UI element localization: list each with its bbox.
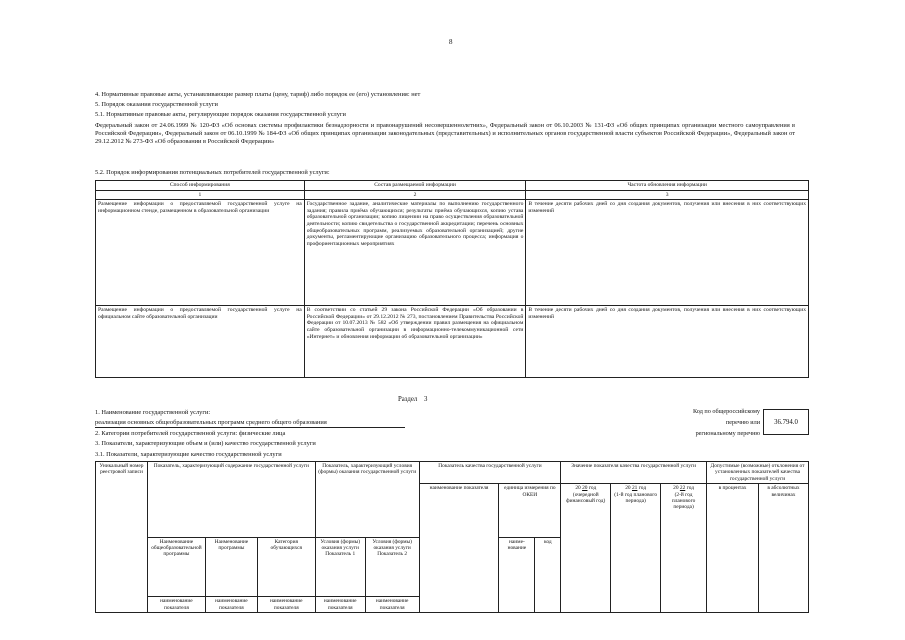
- registry-code-box: 36.794.0: [763, 409, 809, 435]
- sub-footer: наименование показателя: [315, 597, 365, 613]
- col-number: 1: [96, 190, 305, 200]
- sub-col-program-type: Наименование общеобразовательной программы: [147, 537, 205, 597]
- section-4-line: 4. Нормативные правовые акты, устанавливающие размер платы (цену, тариф) либо порядок ее (его) установления: нет: [95, 91, 421, 98]
- underline-divider: [95, 427, 405, 428]
- year-1-sub: (очередной финансовый год): [566, 491, 606, 505]
- service-name-label: 1. Наименование государственной услуги:: [95, 409, 211, 416]
- table-cell-method: Размещение информации о предоставляемой государственной услуге на официальном сайте образовательной организации: [96, 306, 305, 378]
- indicators-line: 3. Показатели, характеризующие объем и (или) качество государственной услуги: [95, 440, 316, 447]
- col-number: 3: [526, 190, 809, 200]
- unit-name-header: наиме-нование: [499, 537, 535, 613]
- year-2-prefix: 20: [625, 485, 631, 492]
- year-3-number: 22: [679, 485, 686, 492]
- year-2-suffix: год: [638, 485, 647, 492]
- year-3-suffix: год: [686, 485, 695, 492]
- sub-col-condition-2: Условия (формы) оказания услуги Показатель 2: [365, 537, 419, 597]
- quality-table: [95, 461, 809, 613]
- code-label-3: региональному перечню: [695, 430, 760, 437]
- consumers-line: 2. Категории потребителей государственной услуги: физические лица: [95, 430, 286, 437]
- service-name-value: реализация основных общеобразовательных программ среднего общего образования: [95, 419, 327, 426]
- col-content: Показатель, характеризующий содержание государственной услуги: [147, 462, 315, 538]
- year-2-sub: (1-й год планового периода): [614, 491, 658, 505]
- page-number: 8: [449, 38, 453, 46]
- unit-code-header: код: [535, 537, 561, 613]
- year-2-header: [611, 484, 661, 613]
- deviation-absolute: в абсолютных величинах: [758, 484, 808, 613]
- table-cell-content: Государственное задание, аналитические материалы по выполнению государственного задания; правила приёма обучающихся; результаты приёма обучающихся, копию устава образовательной организации; копию лицензии на право осуществления образовательной деятельности; копию свидетельства о государственной аккредитации; перечень основных общеобразовательных программ, реализуемых образовательной организацией; другие документы, регламентирующие организацию образовательного процесса; информация о профориентационных мероприятиях: [304, 200, 526, 306]
- section-title: [398, 396, 427, 403]
- code-label-1: Код по общероссийскому: [692, 408, 760, 415]
- year-3-sub: (2-й год планового периода): [671, 491, 696, 511]
- deviation-percent: в процентах: [707, 484, 759, 613]
- table-cell-frequency: В течение десяти рабочих дней со дня создания документов, получения или внесения в них соответствующих изменений: [526, 200, 809, 306]
- table-cell-content: В соответствии со статьей 29 закона Российской Федерации «Об образовании в Российской Федерации» от 29.12.2012 № 273, постановлением Правительства Российской Федерации от 10.07.2013 № 582 «Об утверждении правил размещения на официальном сайте образовательной организации в информационно-телекоммуникационной сети «Интернет» и обновления информации об образовательной организации»: [304, 306, 526, 378]
- year-2-number: 21: [631, 485, 638, 492]
- sub-footer: наименование показателя: [365, 597, 419, 613]
- col-quality: Показатель качества государственной услуги: [419, 462, 561, 484]
- year-3-prefix: 20: [673, 485, 679, 492]
- year-1-number: 20: [582, 485, 588, 492]
- year-1-prefix: 20: [575, 485, 581, 492]
- indicator-name-header: наименование показателя: [419, 484, 499, 613]
- sub-col-student-category: Категория обучающихся: [257, 537, 315, 597]
- col-number: 2: [304, 190, 526, 200]
- col-conditions: Показатель, характеризующий условия (формы) оказания государственной услуги: [315, 462, 419, 538]
- section-5-1-line: 5.1. Нормативные правовые акты, регулирующие порядок оказания государственной услуги: [95, 111, 346, 118]
- col-deviation: Допустимые (возможные) отклонения от установленных показателей качества государственной услуги: [707, 462, 809, 484]
- section-label: Раздел: [398, 396, 418, 403]
- year-1-header: [561, 484, 611, 613]
- header-frequency: Частота обновления информации: [526, 181, 809, 191]
- col-values: Значение показателя качества государственной услуги: [561, 462, 707, 484]
- unit-okei-header: единица измерения по ОКЕИ: [499, 484, 561, 537]
- informing-heading: 5.2. Порядок информирования потенциальных потребителей государственной услуги:: [95, 169, 330, 176]
- table-cell-method: Размещение информации о предоставляемой государственной услуге на информационном стенде, размещенном в образовательной организации: [96, 200, 305, 306]
- sub-col-condition-1: Условия (формы) оказания услуги Показатель 1: [315, 537, 365, 597]
- year-1-suffix: год: [588, 485, 597, 492]
- sub-footer: наименование показателя: [257, 597, 315, 613]
- year-3-header: [661, 484, 707, 613]
- quality-indicators-line: 3.1. Показатели, характеризующие качество государственной услуги: [95, 451, 282, 458]
- section-number: 3: [424, 396, 428, 403]
- header-method: Способ информирования: [96, 181, 305, 191]
- col-registry: Уникальный номер реестровой записи: [96, 462, 148, 613]
- section-5-line: 5. Порядок оказания государственной услуги: [95, 101, 218, 108]
- sub-footer: наименование показателя: [205, 597, 257, 613]
- sub-footer: наименование показателя: [147, 597, 205, 613]
- table-cell-frequency: В течение десяти рабочих дней со дня создания документов, получения или внесения в них соответствующих изменений: [526, 306, 809, 378]
- header-content: Состав размещаемой информации: [304, 181, 526, 191]
- code-label-2: перечню или: [725, 419, 760, 426]
- informing-table: [95, 180, 809, 378]
- sub-col-program-name: Наименование программы: [205, 537, 257, 597]
- laws-paragraph: Федеральный закон от 24.06.1999 № 120-ФЗ «Об основах системы профилактики безнадзорности и правонарушений несовершеннолетних», Федеральный закон от 06.10.2003 № 131-ФЗ «Об общих принципах организации местного самоуправления в Российской Федерации», Федеральный закон от 06.10.1999 № 184-ФЗ «Об общих принципах организации законодательных (представительных) и исполнительных органов государственной власти субъектов Российской Федерации», Федеральный закон от 29.12.2012 № 273-ФЗ «Об образовании в Российской Федерации»: [95, 122, 795, 146]
